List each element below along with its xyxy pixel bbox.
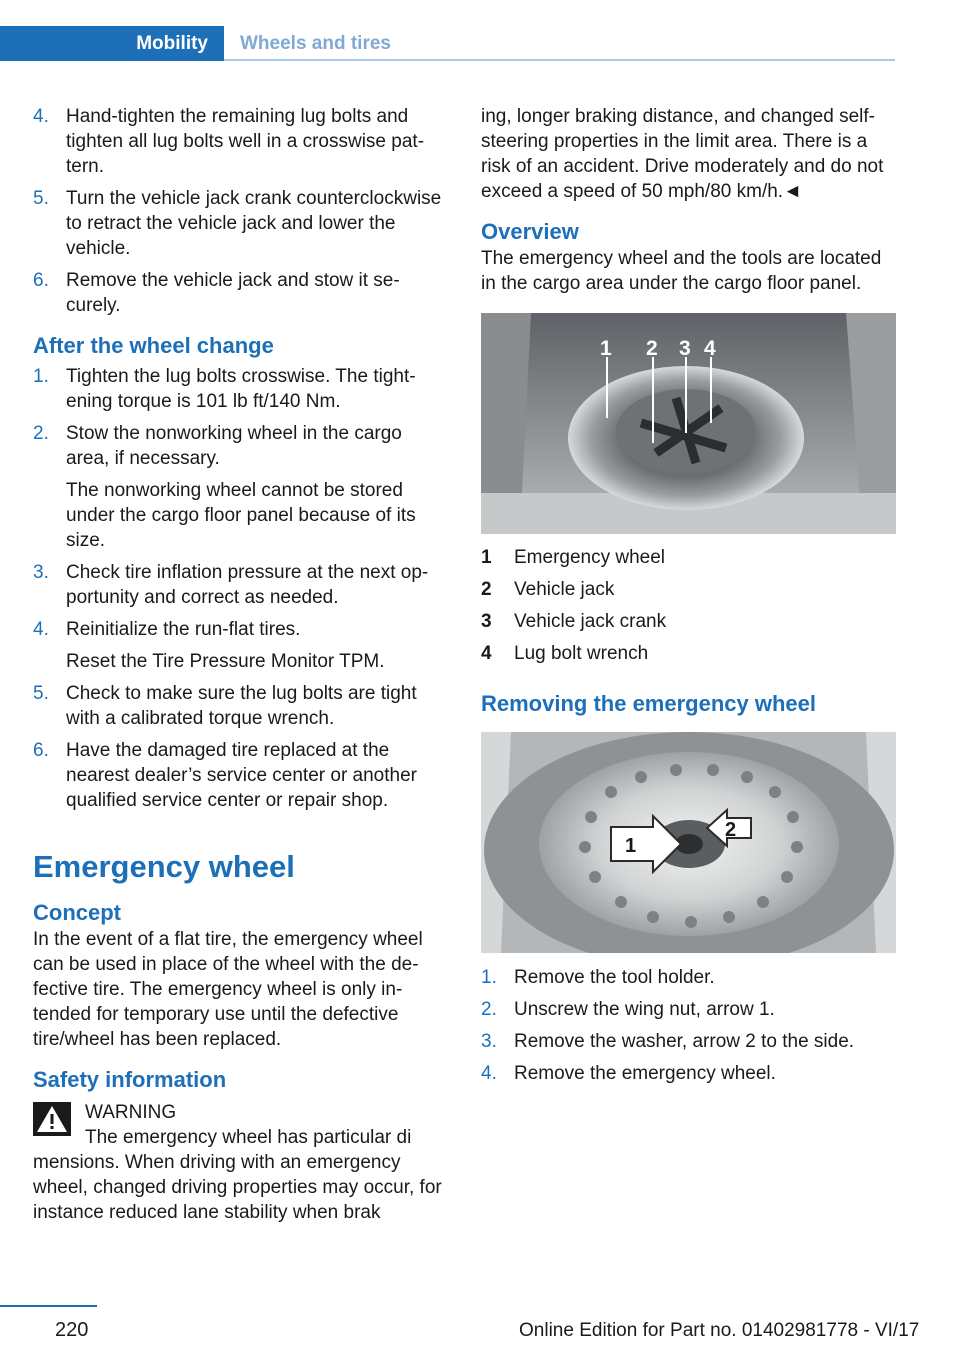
wheel-photo-illustration — [481, 732, 896, 953]
safety-heading: Safety information — [33, 1067, 227, 1092]
callout-1: 1 — [600, 337, 612, 360]
step-note: The nonworking wheel cannot be stored under the cargo floor panel because of its size. — [66, 480, 416, 551]
list-item — [33, 681, 445, 731]
list-item — [33, 186, 445, 261]
legend-label: Emergency wheel — [514, 547, 666, 568]
figure-removing-emergency-wheel — [481, 732, 896, 953]
list-item — [33, 738, 445, 813]
step-number: 3. — [481, 1031, 497, 1052]
list-item — [33, 268, 445, 318]
step-note: Reset the Tire Pressure Monitor TPM. — [66, 651, 385, 672]
step-text: Remove the emergency wheel. — [514, 1063, 776, 1084]
callout-2: 2 — [646, 337, 658, 360]
callout-3: 3 — [679, 337, 691, 360]
step-number: 5. — [33, 188, 49, 209]
left-column — [33, 104, 445, 1225]
list-item — [33, 364, 445, 414]
step-number: 4. — [33, 619, 49, 640]
concept-heading: Concept — [33, 900, 121, 925]
overview-text: The emergency wheel and the tools are located in the cargo area under the cargo floor panel. — [481, 248, 882, 294]
tab-mobility[interactable]: Mobility — [0, 26, 224, 61]
page-header — [0, 26, 895, 62]
legend-item — [481, 574, 896, 606]
step-number: 2. — [33, 423, 49, 444]
section-title: Emergency wheel — [33, 849, 295, 884]
warning-text: mensions. When driving with an emergency wheel, changed driving properties may occur, for instance reduced lane stability when brak — [33, 1152, 442, 1223]
list-item — [481, 965, 896, 990]
legend-number: 2 — [481, 579, 492, 600]
steps-list-a — [33, 104, 445, 318]
step-text: Hand-tighten the remaining lug bolts and tighten all lug bolts well in a crosswise pattern. — [66, 106, 425, 177]
step-text: Reinitialize the run-flat tires. — [66, 619, 301, 640]
step-number: 2. — [481, 999, 497, 1020]
removing-heading: Removing the emergency wheel — [481, 691, 816, 716]
step-text: Stow the nonworking wheel in the cargo area, if necessary. — [66, 423, 402, 469]
legend-label: Vehicle jack crank — [514, 611, 667, 632]
warning-text-first: The emergency wheel has particular di — [85, 1127, 412, 1148]
list-item — [33, 421, 445, 553]
list-item — [481, 997, 896, 1022]
legend-item — [481, 542, 896, 574]
warning-label: WARNING — [85, 1102, 177, 1123]
step-number: 5. — [33, 683, 49, 704]
figure-emergency-wheel-tools — [481, 313, 896, 534]
callout-4: 4 — [704, 337, 716, 360]
step-text: Check tire inflation pressure at the next opportunity and correct as needed. — [66, 562, 429, 608]
concept-text: In the event of a flat tire, the emergency wheel can be used in place of the wheel with the defective tire. The emergency wheel is only intended for temporary use until the defective tire/wheel has been replaced. — [33, 929, 423, 1050]
steps-list-b — [33, 364, 445, 813]
trunk-photo-illustration — [481, 313, 896, 534]
legend-number: 4 — [481, 643, 492, 664]
step-number: 3. — [33, 562, 49, 583]
right-column — [481, 104, 896, 1093]
step-text: Remove the washer, arrow 2 to the side. — [514, 1031, 855, 1052]
list-item — [481, 1061, 896, 1086]
arrow-label-2: 2 — [725, 819, 737, 841]
page-number: 220 — [55, 1319, 89, 1341]
step-number: 4. — [481, 1063, 497, 1084]
list-item — [481, 1029, 896, 1054]
step-number: 4. — [33, 106, 49, 127]
step-text: Tighten the lug bolts crosswise. The tightening torque is 101 lb ft/140 Nm. — [66, 366, 416, 412]
list-item — [33, 617, 445, 674]
legend-item — [481, 638, 896, 670]
warning-triangle-icon — [33, 1102, 71, 1136]
list-item — [33, 560, 445, 610]
footer-rule — [0, 1305, 97, 1307]
arrow-label-1: 1 — [625, 835, 637, 857]
step-number: 1. — [481, 967, 497, 988]
step-text: Remove the tool holder. — [514, 967, 715, 988]
step-number: 6. — [33, 270, 49, 291]
step-text: Turn the vehicle jack crank counterclockwise to retract the vehicle jack and lower the vehicle. — [66, 188, 442, 259]
edition-note: Online Edition for Part no. 01402981778 - VI/17 — [519, 1320, 920, 1341]
list-item — [33, 104, 445, 179]
figure-legend — [481, 542, 896, 670]
legend-label: Vehicle jack — [514, 579, 615, 600]
legend-number: 1 — [481, 547, 492, 568]
step-text: Have the damaged tire replaced at the nearest dealer’s service center or another qualified service center or repair shop. — [66, 740, 417, 811]
tab-wheels-and-tires[interactable]: Wheels and tires — [240, 33, 391, 54]
legend-label: Lug bolt wrench — [514, 643, 649, 664]
overview-heading: Overview — [481, 219, 579, 244]
warning-block — [33, 1100, 445, 1225]
step-text: Check to make sure the lug bolts are tight with a calibrated torque wrench. — [66, 683, 417, 729]
step-text: Remove the vehicle jack and stow it securely. — [66, 270, 400, 316]
removing-steps-list — [481, 965, 896, 1086]
legend-number: 3 — [481, 611, 492, 632]
after-wheel-change-heading: After the wheel change — [33, 333, 274, 358]
warning-text-continued: ing, longer braking distance, and changed self-steering properties in the limit area. There is a risk of an accident. Drive moderately and do not exceed a speed of 50 mph/80 km/h.◄ — [481, 106, 884, 202]
step-number: 1. — [33, 366, 49, 387]
legend-item — [481, 606, 896, 638]
step-number: 6. — [33, 740, 49, 761]
step-text: Unscrew the wing nut, arrow 1. — [514, 999, 775, 1020]
